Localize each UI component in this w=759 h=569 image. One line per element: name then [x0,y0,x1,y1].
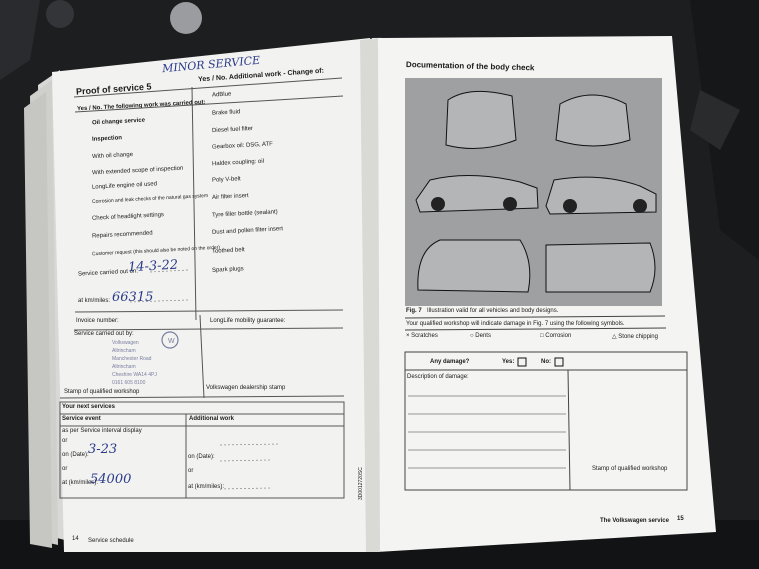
left-item: Customer request (this should also be noted on the order) [91,244,221,258]
stamp-line: 0161 605 8100 [112,380,146,386]
on-date-label: on (Date): [62,452,89,458]
car-rear-view [446,91,516,148]
right-footer-title: The Volkswagen service [600,518,669,524]
symbol-stone-chipping: △ Stone chipping [612,334,658,340]
right-stamp-label: Stamp of qualified workshop [592,466,668,472]
symbol-scratches: × Scratches [406,333,438,339]
additional-work-head: Additional work [189,416,234,422]
any-damage-label: Any damage? [430,359,470,365]
right-item: Tyre filler bottle (sealant) [211,209,278,219]
right-item: Gearbox oil: DSG, ATF [211,141,274,151]
at-km-label-right: at (km/miles): [188,484,224,490]
carried-out-date: 14-3-22 [127,257,179,276]
left-footer-page: 14 [72,536,79,542]
damage-no-label: No: [541,359,551,365]
car-front-view [556,95,630,146]
right-page-title: Documentation of the body check [405,60,535,73]
at-km-label: at (km/miles): [62,480,98,486]
stamp-line: Manchester Road [112,356,152,362]
left-item: LongLife engine oil used [91,181,158,191]
stamp-line: Altrincham [112,348,136,354]
left-col-head: Yes / No. The following work was carried out: [76,99,206,113]
svg-text:W: W [168,338,175,345]
left-item: Check of headlight settings [91,212,165,222]
dashboard-knob-icon [170,2,202,34]
left-footer-title: Service schedule [88,538,134,544]
or-label: or [62,466,68,472]
mobility-label: LongLife mobility guarantee: [210,318,286,324]
next-date-value: 3-23 [88,442,118,457]
or-label: or [62,438,68,444]
fig-caption: Illustration valid for all vehicles and body designs. [427,308,559,314]
handwritten-title: MINOR SERVICE [161,53,261,76]
right-item: Haldex coupling: oil [211,158,265,168]
right-item: Poly V-belt [211,176,241,184]
left-item: Oil change service [91,117,146,127]
stamp-line: Altrincham [112,364,136,370]
mileage-label: at km/miles: [78,298,111,304]
right-item: Spark plugs [211,266,244,274]
dealer-stamp-label: Volkswagen dealership stamp [206,385,286,391]
car-underbody-view [546,243,655,292]
right-item: Dust and pollen filter insert [211,226,284,236]
right-item: Brake fluid [211,109,241,117]
stamp-label: Stamp of qualified workshop [64,389,140,395]
car-top-view [418,240,530,292]
damage-yes-label: Yes: [502,359,515,365]
left-item: With oil change [91,151,134,161]
workshop-note: Your qualified workshop will indicate damage in Fig. 7 using the following symbols. [406,321,625,327]
carried-out-label: Service carried out on: [77,268,139,278]
right-footer-page: 15 [677,516,684,522]
left-item: Corrosion and leak checks of the natural gas system [91,192,209,206]
stamp-line: Cheshire WA14 4PJ [112,372,157,378]
description-label: Description of damage: [407,374,469,380]
mileage-value: 66315 [112,290,154,305]
right-item: AdBlue [211,91,232,99]
symbol-dents: ○ Dents [470,333,491,339]
right-item: Toothed belt [211,247,245,255]
symbol-corrosion: □ Corrosion [540,333,572,339]
left-item: Inspection [91,135,123,143]
as-per-label: as per Service interval display [62,428,142,434]
invoice-label: Invoice number: [76,318,119,324]
right-item: Air filter insert [211,193,249,201]
right-item: Diesel fuel filter [211,125,254,135]
on-date-label-right: on (Date): [188,454,215,460]
next-km-value: 54000 [90,472,132,487]
side-code: 3D0012720SC [358,467,364,500]
carried-by-label: Service carried out by: [74,331,134,337]
service-event-head: Service event [62,416,101,422]
left-item: With extended scope of inspection [91,165,184,177]
next-services-title: Your next services [62,404,115,410]
left-page-title: Proof of service 5 [75,81,152,97]
left-page-header-right: Yes / No. Additional work - Change of: [197,67,325,84]
or-label-right: or [188,468,194,474]
left-item: Repairs recommended [91,230,153,240]
stamp-line: Volkswagen [112,340,139,346]
fig-label: Fig. 7 [406,308,422,314]
